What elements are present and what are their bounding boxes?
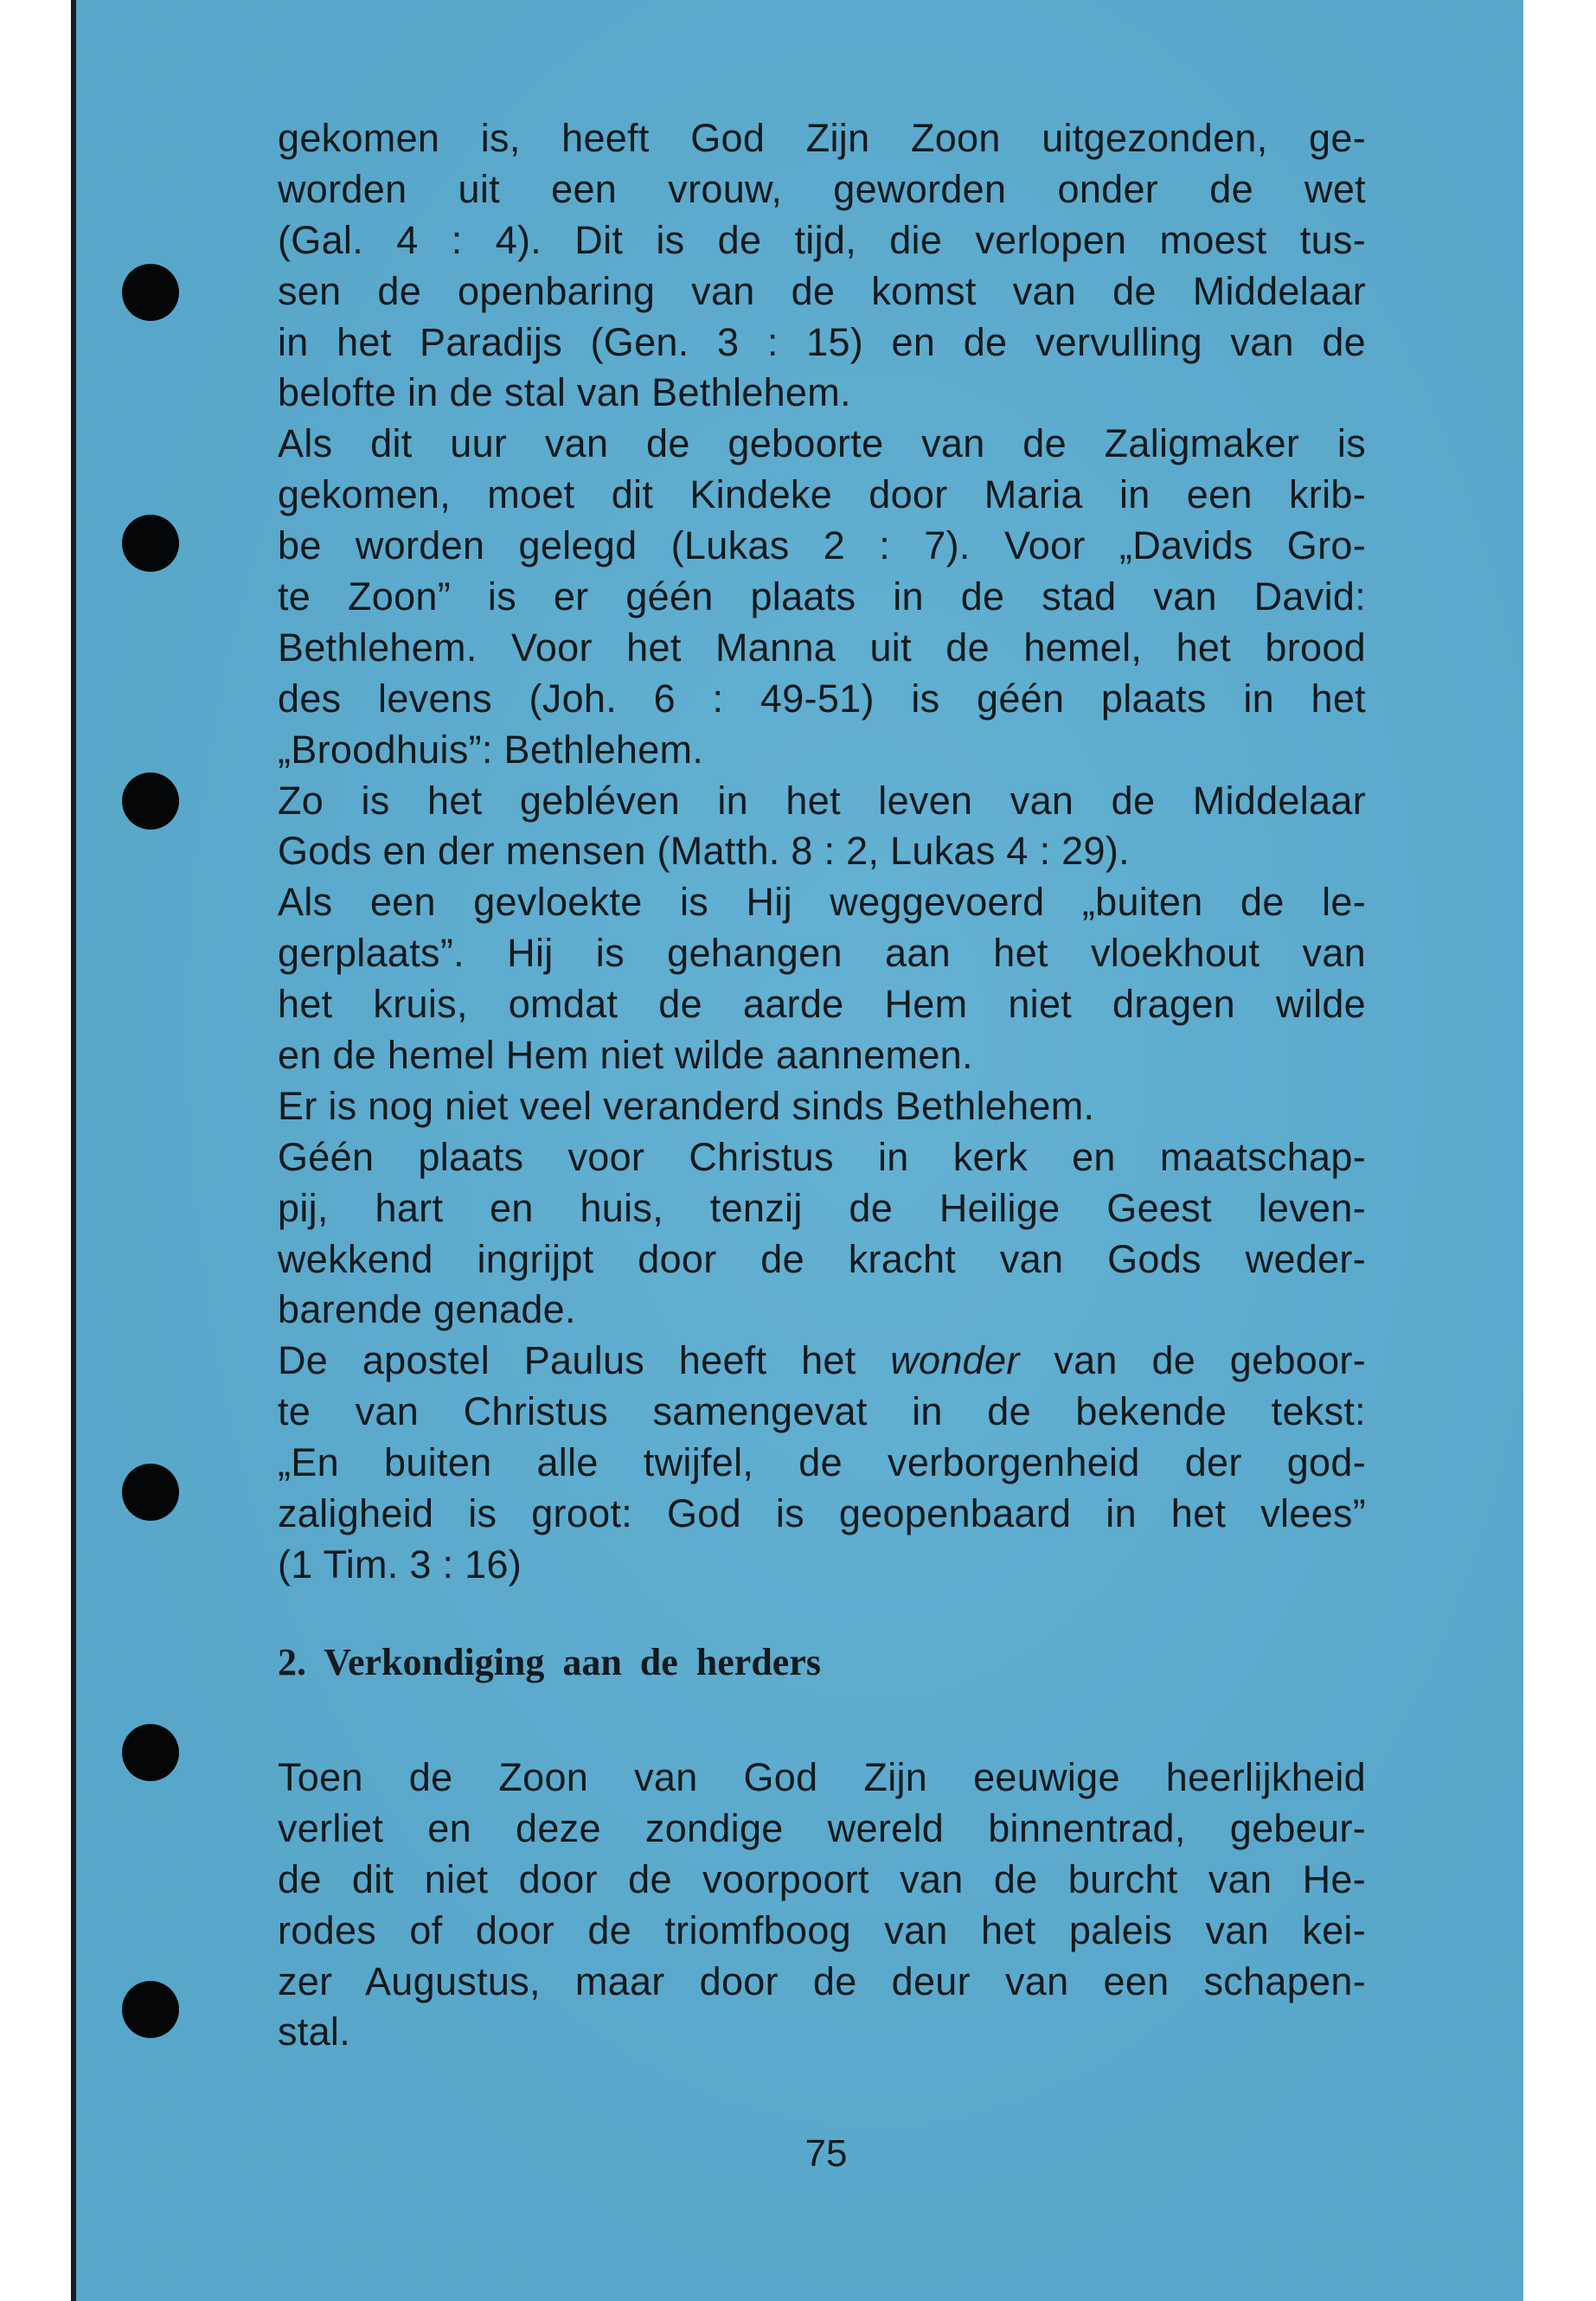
text-line: sen de openbaring van de komst van de Middelaar (278, 268, 1366, 313)
body-text (278, 113, 1366, 1591)
text-line: rodes of door de triomfboog van het paleis van kei- (278, 1907, 1366, 1952)
text-line: gekomen, moet dit Kindeke door Maria in een krib- (278, 472, 1366, 517)
text-line: Gods en der mensen (Matth. 8 : 2, Lukas 4 : 29). (278, 829, 1130, 874)
punch-hole (122, 264, 179, 321)
page-number: 75 (804, 2132, 848, 2175)
text-line: te Zoon” is er géén plaats in de stad van David: (278, 574, 1366, 619)
text-line: stal. (278, 2009, 351, 2054)
section-body-text (278, 1753, 1366, 2058)
text-line: barende genade. (278, 1287, 576, 1332)
text-line: pij, hart en huis, tenzij de Heilige Geest leven- (278, 1185, 1366, 1230)
text-line: gerplaats”. Hij is gehangen aan het vloekhout van (278, 931, 1366, 976)
text-line: Toen de Zoon van God Zijn eeuwige heerlijkheid (278, 1755, 1366, 1799)
section-heading: 2. Verkondiging aan de herders (278, 1641, 821, 1683)
text-line: Als een gevloekte is Hij weggevoerd „buiten de le- (278, 880, 1366, 925)
punch-hole (122, 1724, 179, 1781)
text-line: des levens (Joh. 6 : 49-51) is géén plaats in het (278, 676, 1366, 721)
text-line-paulus (278, 1336, 1366, 1387)
punch-hole (122, 1981, 179, 2038)
text-fragment: De apostel Paulus heeft het (278, 1338, 891, 1383)
text-line: de dit niet door de voorpoort van de burcht van He- (278, 1856, 1366, 1901)
text-line: zer Augustus, maar door de deur van een schapen- (278, 1958, 1366, 2003)
text-line: in het Paradijs (Gen. 3 : 15) en de vervulling van de (278, 319, 1366, 364)
text-line: verliet en deze zondige wereld binnentrad, gebeur- (278, 1805, 1366, 1850)
punch-hole (122, 1464, 179, 1521)
text-line: te van Christus samengevat in de bekende tekst: (278, 1389, 1366, 1434)
text-line: Bethlehem. Voor het Manna uit de hemel, het brood (278, 625, 1366, 670)
punch-hole (122, 515, 179, 572)
emphasis-word: wonder (890, 1338, 1020, 1383)
text-line: Géén plaats voor Christus in kerk en maatschap- (278, 1134, 1366, 1179)
text-line: Zo is het gebléven in het leven van de Middelaar (278, 778, 1366, 823)
text-line: worden uit een vrouw, geworden onder de wet (278, 166, 1366, 211)
text-line: be worden gelegd (Lukas 2 : 7). Voor „Davids Gro- (278, 523, 1366, 568)
text-line: „En buiten alle twijfel, de verborgenheid der god- (278, 1440, 1366, 1485)
text-line: belofte in de stal van Bethlehem. (278, 370, 851, 415)
text-line: Als dit uur van de geboorte van de Zaligmaker is (278, 421, 1366, 466)
text-fragment: van de geboor- (1019, 1338, 1366, 1383)
text-line: (1 Tim. 3 : 16) (278, 1541, 522, 1586)
text-line: zaligheid is groot: God is geopenbaard in het vlees” (278, 1491, 1366, 1536)
text-line: Er is nog niet veel veranderd sinds Bethlehem. (278, 1083, 1095, 1128)
punch-hole (122, 772, 179, 830)
text-line: wekkend ingrijpt door de kracht van Gods weder- (278, 1236, 1366, 1281)
text-line: gekomen is, heeft God Zijn Zoon uitgezonden, ge- (278, 116, 1366, 160)
text-line: „Broodhuis”: Bethlehem. (278, 727, 704, 772)
text-line: (Gal. 4 : 4). Dit is de tijd, die verlopen moest tus- (278, 217, 1366, 262)
text-line: het kruis, omdat de aarde Hem niet dragen wilde (278, 982, 1366, 1027)
text-line: en de hemel Hem niet wilde aannemen. (278, 1033, 973, 1078)
